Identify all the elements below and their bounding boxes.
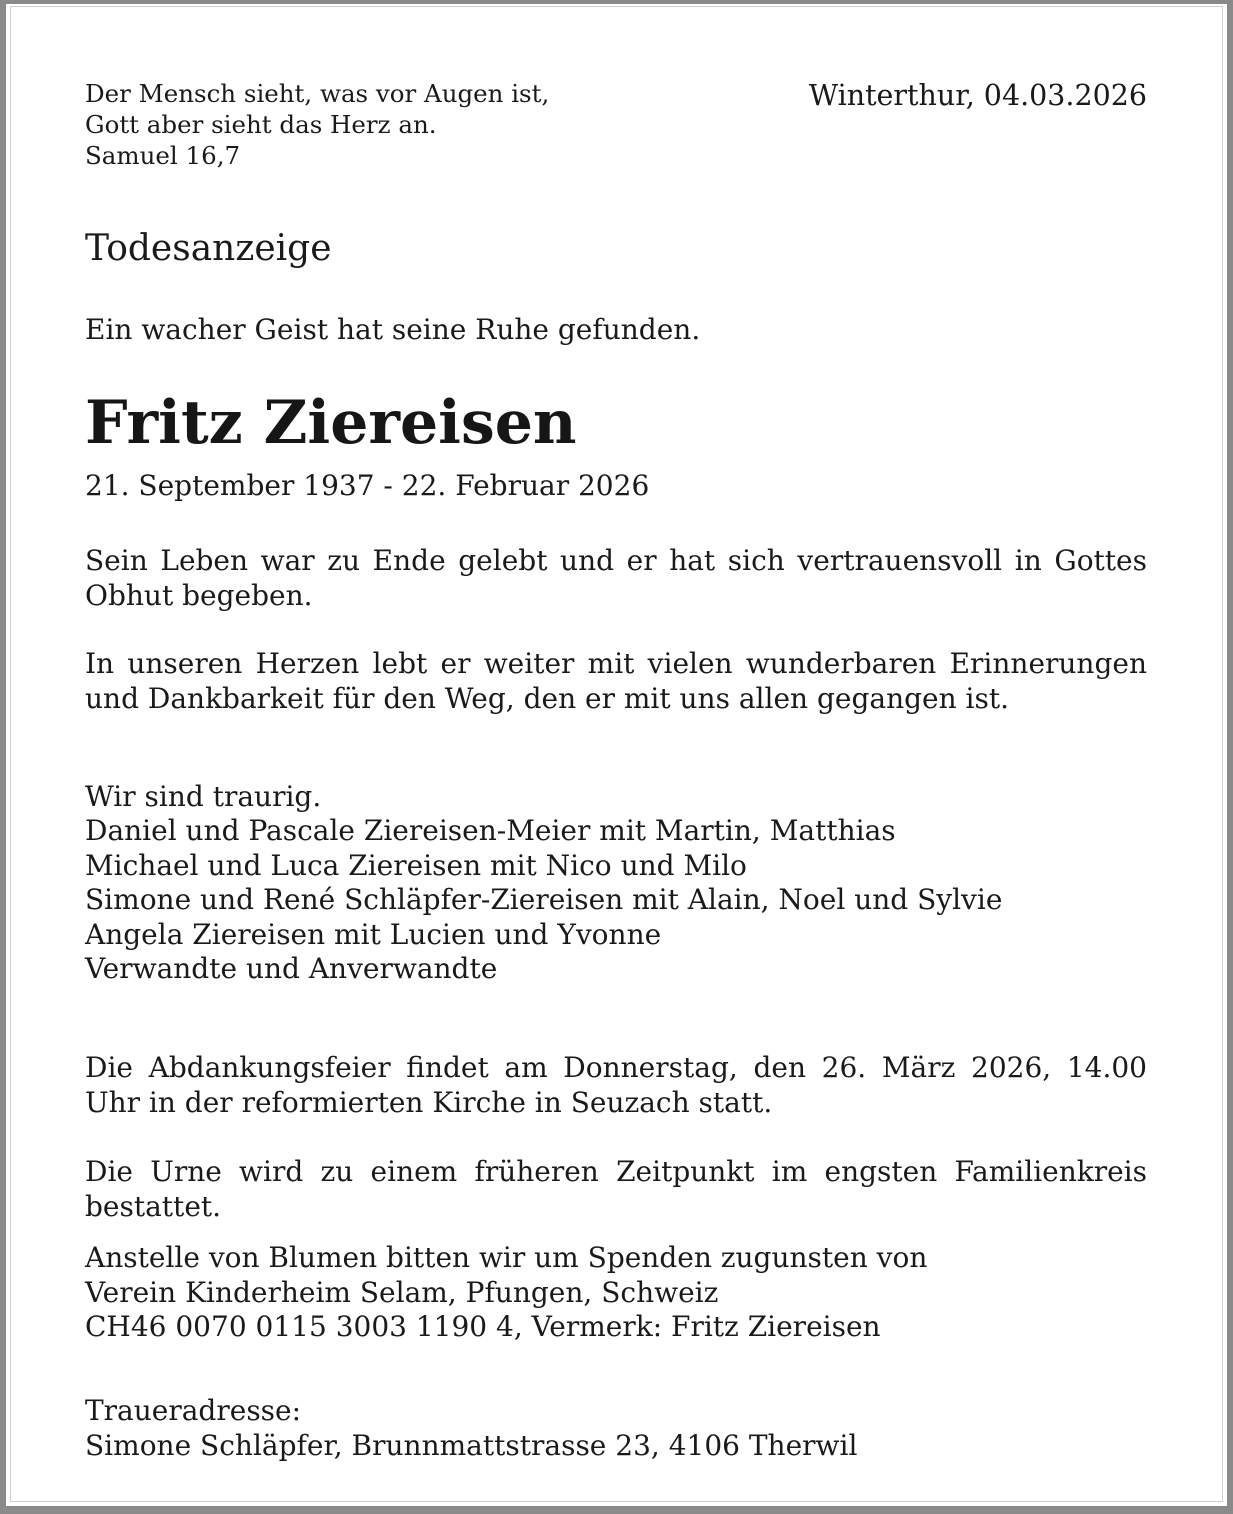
urn-info: Die Urne wird zu einem früheren Zeitpunkt im engsten Familienkreis bestattet. — [85, 1155, 1147, 1223]
donation-info — [85, 1241, 1147, 1345]
mourning-address-value: Simone Schläpfer, Brunnmattstrasse 23, 4106 Therwil — [85, 1428, 858, 1462]
body-paragraph: Sein Leben war zu Ende gelebt und er hat sich vertrauensvoll in Gottes Obhut begeben. — [85, 544, 1147, 612]
deceased-name: Fritz Ziereisen — [85, 388, 577, 458]
mourner-line: Simone und René Schläpfer-Ziereisen mit Alain, Noel und Sylvie — [85, 883, 1003, 917]
service-info: Die Abdankungsfeier findet am Donnerstag, den 26. März 2026, 14.00 Uhr in der reformierten Kirche in Seuzach statt. — [85, 1051, 1147, 1119]
body-paragraph: In unseren Herzen lebt er weiter mit vielen wunderbaren Erinnerungen und Dankbarkeit für den Weg, den er mit uns allen gegangen ist. — [85, 647, 1147, 715]
mourner-line: Michael und Luca Ziereisen mit Nico und Milo — [85, 848, 747, 882]
bible-verse-reference: Samuel 16,7 — [85, 141, 241, 170]
mourning-address-label: Traueradresse: — [85, 1394, 302, 1427]
mourner-line: Daniel und Pascale Ziereisen-Meier mit Martin, Matthias — [85, 814, 896, 848]
donation-line: Verein Kinderheim Selam, Pfungen, Schweiz — [85, 1275, 719, 1309]
donation-line: Anstelle von Blumen bitten wir um Spenden zugunsten von — [85, 1241, 928, 1274]
mourner-line: Angela Ziereisen mit Lucien und Yvonne — [85, 917, 662, 951]
life-dates: 21. September 1937 - 22. Februar 2026 — [85, 469, 650, 502]
notice-type-heading: Todesanzeige — [85, 228, 332, 269]
mourners-list — [85, 780, 1147, 986]
bible-verse-line: Der Mensch sieht, was vor Augen ist, — [85, 79, 550, 108]
bible-verse-line: Gott aber sieht das Herz an. — [85, 110, 437, 139]
donation-iban: CH46 0070 0115 3003 1190 4, Vermerk: Fritz Ziereisen — [85, 1310, 881, 1343]
mourning-address — [85, 1394, 1147, 1463]
place-date: Winterthur, 04.03.2026 — [808, 79, 1147, 112]
lead-sentence: Ein wacher Geist hat seine Ruhe gefunden. — [85, 313, 701, 346]
mourner-line: Verwandte und Anverwandte — [85, 952, 498, 986]
mourners-intro: Wir sind traurig. — [85, 780, 322, 813]
